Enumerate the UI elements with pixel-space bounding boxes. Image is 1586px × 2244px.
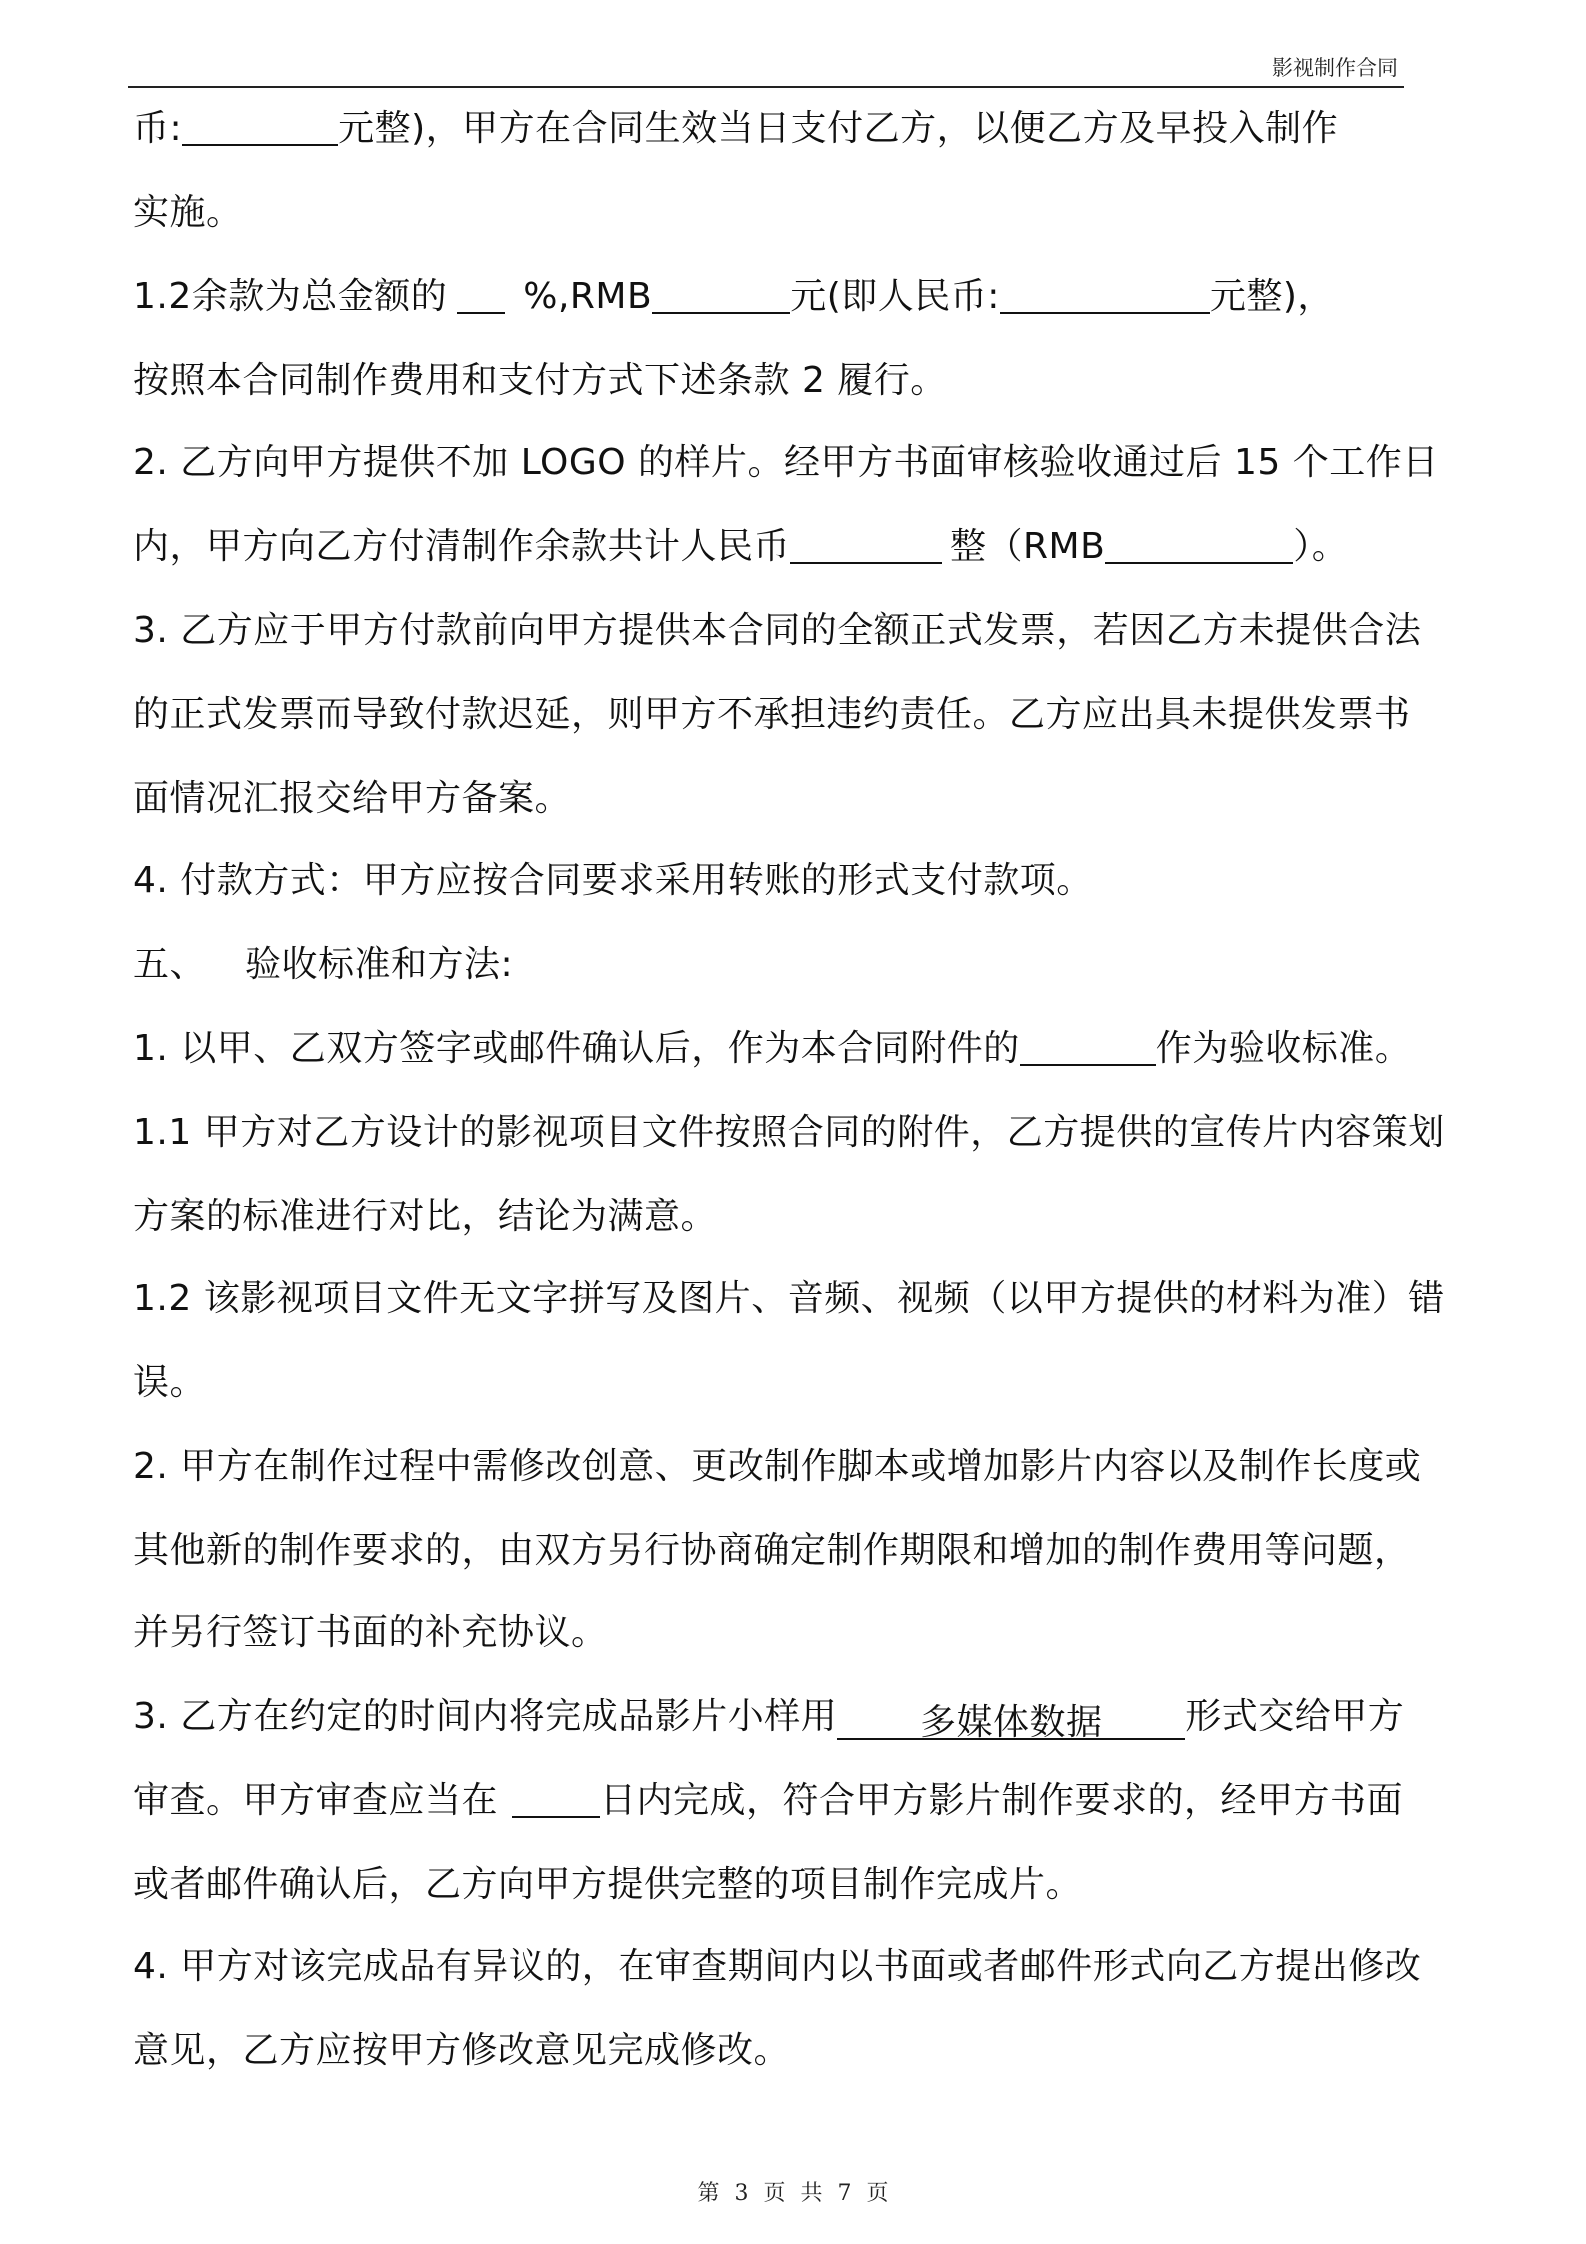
text-line xyxy=(133,846,1093,916)
fill-in-blank xyxy=(652,274,790,314)
fill-in-blank xyxy=(1000,274,1210,314)
text-line xyxy=(133,1516,1411,1586)
text-segment: 面情况汇报交给甲方备案。 xyxy=(133,778,572,819)
text-segment: 1.2 该影视项目文件无文字拼写及图片、音频、视频（以甲方提供的材料为准）错 xyxy=(133,1278,1445,1319)
fill-in-blank-filled xyxy=(837,1700,1185,1743)
document-title: 影视制作合同 xyxy=(1272,56,1398,80)
text-segment: 方案的标准进行对比，结论为满意。 xyxy=(133,1196,718,1237)
text-segment: 元整)， xyxy=(1209,276,1334,317)
text-segment: 意见，乙方应按甲方修改意见完成修改。 xyxy=(133,2030,791,2071)
text-segment: 形式交给甲方 xyxy=(1185,1696,1405,1737)
section-title: 验收标准和方法: xyxy=(245,944,514,985)
text-segment: 元整)，甲方在合同生效当日支付乙方，以便乙方及早投入制作 xyxy=(338,108,1339,149)
text-line xyxy=(133,1098,1445,1168)
text-line xyxy=(133,1432,1421,1502)
text-line xyxy=(133,1348,206,1418)
text-segment: 并另行签订书面的补充协议。 xyxy=(133,1612,608,1653)
text-line xyxy=(133,1182,717,1252)
text-segment: 或者邮件确认后，乙方向甲方提供完整的项目制作完成片。 xyxy=(133,1864,1083,1905)
text-segment: 1.1 甲方对乙方设计的影视项目文件按照合同的附件，乙方提供的宣传片内容策划 xyxy=(133,1112,1445,1153)
text-segment: 的正式发票而导致付款迟延，则甲方不承担违约责任。乙方应出具未提供发票书 xyxy=(133,694,1411,735)
text-line xyxy=(133,94,1338,164)
text-line xyxy=(133,596,1421,666)
text-segment: 其他新的制作要求的，由双方另行协商确定制作期限和增加的制作费用等问题， xyxy=(133,1530,1411,1571)
fill-in-blank xyxy=(182,106,338,146)
text-segment: 2. 乙方向甲方提供不加 LOGO 的样片。经甲方书面审核验收通过后 15 个工作日 xyxy=(133,442,1439,483)
text-line xyxy=(133,2016,790,2086)
text-line xyxy=(133,764,571,834)
text-segment: 1.2余款为总金额的 xyxy=(133,276,448,317)
text-segment: 元(即人民币: xyxy=(790,276,1000,317)
text-segment: 内，甲方向乙方付清制作余款共计人民币 xyxy=(133,526,791,567)
fill-in-blank xyxy=(1020,1026,1156,1066)
text-segment: 作为验收标准。 xyxy=(1155,1028,1412,1069)
text-segment: 按照本合同制作费用和支付方式下述条款 2 履行。 xyxy=(133,360,947,401)
text-segment: 币: xyxy=(133,108,183,149)
text-line xyxy=(133,1850,1082,1920)
text-segment: 3. 乙方在约定的时间内将完成品影片小样用 xyxy=(133,1696,838,1737)
filled-value: 多媒体数据 xyxy=(920,1702,1103,1743)
text-segment: 4. 甲方对该完成品有异议的，在审查期间内以书面或者邮件形式向乙方提出修改 xyxy=(133,1946,1422,1987)
text-segment: 4. 付款方式：甲方应按合同要求采用转账的形式支付款项。 xyxy=(133,860,1093,901)
text-segment: 2. 甲方在制作过程中需修改创意、更改制作脚本或增加影片内容以及制作长度或 xyxy=(133,1446,1422,1487)
fill-in-blank xyxy=(512,1778,600,1818)
section-heading xyxy=(133,930,513,1000)
page-header xyxy=(128,50,1404,88)
section-number: 五、 xyxy=(133,944,207,985)
fill-in-blank xyxy=(1105,524,1293,564)
text-segment: 3. 乙方应于甲方付款前向甲方提供本合同的全额正式发票，若因乙方未提供合法 xyxy=(133,610,1422,651)
text-segment: 日内完成，符合甲方影片制作要求的，经甲方书面 xyxy=(600,1780,1404,1821)
text-line xyxy=(133,1766,1403,1836)
text-line xyxy=(133,428,1439,498)
text-line xyxy=(133,1264,1445,1334)
text-segment: 审查。甲方审查应当在 xyxy=(133,1780,499,1821)
page-number: 第 3 页 共 7 页 xyxy=(697,2181,889,2206)
text-segment: %,RMB xyxy=(523,276,653,317)
text-line xyxy=(133,680,1411,750)
text-line xyxy=(133,1014,1411,1084)
text-segment: ）。 xyxy=(1293,526,1349,567)
text-line xyxy=(133,1598,608,1668)
fill-in-blank xyxy=(457,274,505,314)
text-segment: 实施。 xyxy=(133,192,243,233)
text-line xyxy=(133,178,243,248)
text-line xyxy=(133,346,947,416)
text-line xyxy=(133,1932,1421,2002)
text-line xyxy=(133,262,1334,332)
text-segment: 1. 以甲、乙双方签字或邮件确认后，作为本合同附件的 xyxy=(133,1028,1020,1069)
text-segment: 整（RMB xyxy=(950,526,1106,567)
text-line xyxy=(133,512,1348,582)
fill-in-blank xyxy=(790,524,942,564)
text-segment: 误。 xyxy=(133,1362,207,1403)
text-line xyxy=(133,1682,1404,1752)
